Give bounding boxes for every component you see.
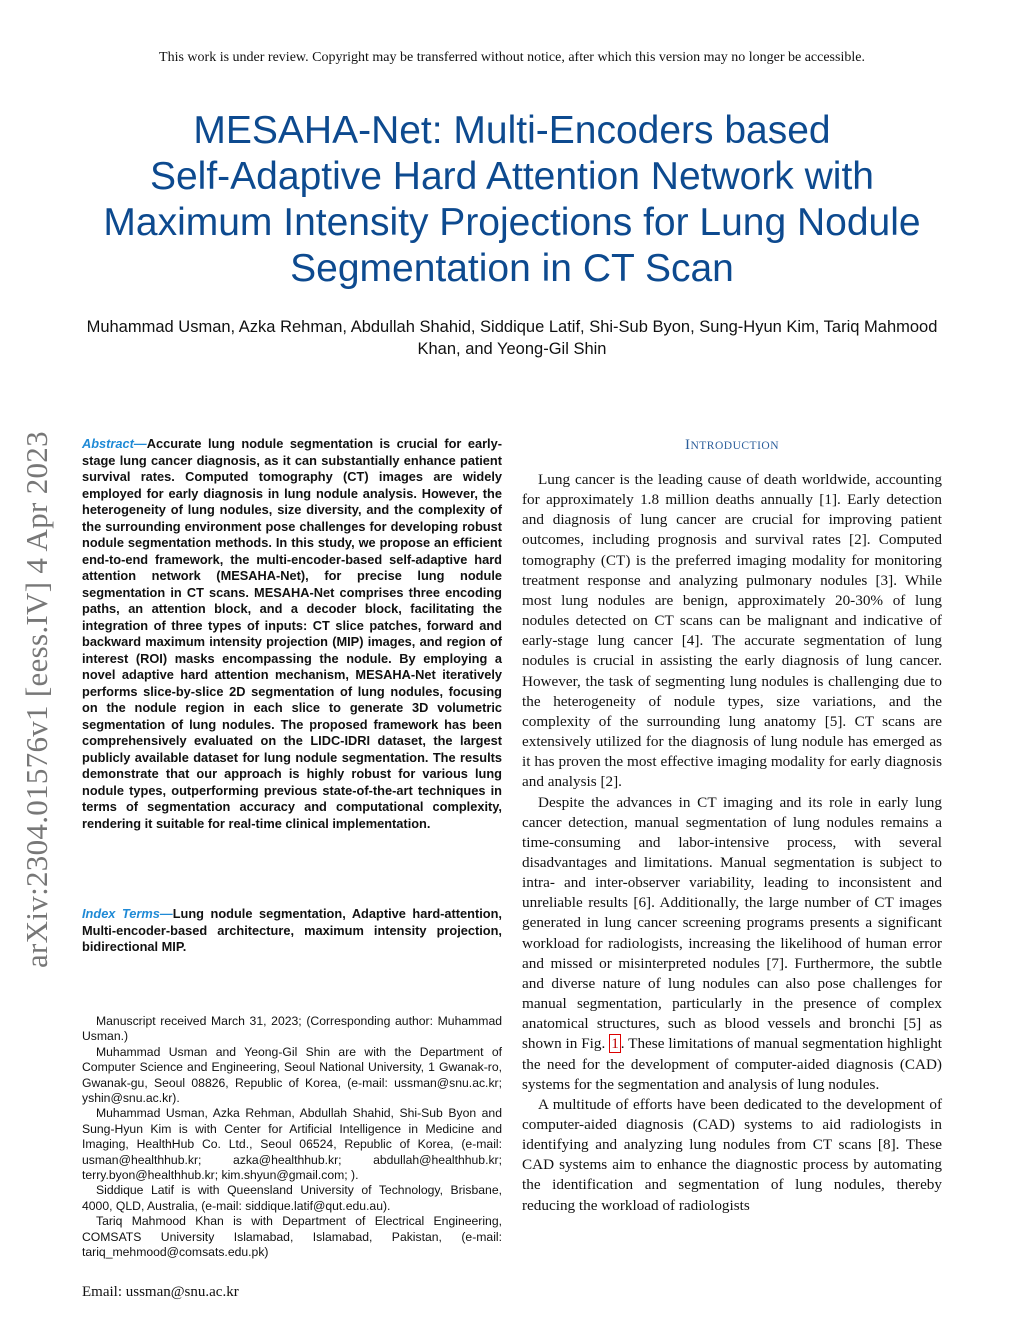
arxiv-stamp: arXiv:2304.01576v1 [eess.IV] 4 Apr 2023 <box>19 431 54 968</box>
heading-rest: NTRODUCTION <box>690 440 780 452</box>
index-terms <box>82 906 502 956</box>
paragraph-text: . These limitations of manual segmentation highlight the need for the development of computer-aided diagnosis (CAD) systems for the segmentation and analysis of lung nodules. <box>522 1035 943 1093</box>
title-line: Maximum Intensity Projections for Lung Nodule <box>103 201 921 244</box>
title-line: MESAHA-Net: Multi-Encoders based <box>193 109 831 152</box>
heading-initial: I <box>684 437 691 453</box>
review-notice: This work is under review. Copyright may be transferred without notice, after which this version may no longer be accessible. <box>159 50 865 65</box>
paper-title <box>60 108 964 292</box>
abstract <box>82 436 502 832</box>
index-terms-label: Index Terms— <box>82 906 173 921</box>
footnotes <box>82 1014 502 1261</box>
footnote: Siddique Latif is with Queensland University of Technology, Brisbane, 4000, QLD, Australia, (e-mail: siddique.latif@qut.edu.au). <box>82 1183 502 1213</box>
author-list: Muhammad Usman, Azka Rehman, Abdullah Shahid, Siddique Latif, Shi-Sub Byon, Sung-Hyun Kim, Tariq Mahmood Khan, and Yeong-Gil Shin <box>86 318 938 358</box>
abstract-label: Abstract— <box>82 436 147 451</box>
footnote: Muhammad Usman, Azka Rehman, Abdullah Shahid, Shi-Sub Byon and Sung-Hyun Kim is with Center for Artificial Intelligence in Medicine and Imaging, HealthHub Co. Ltd., Seoul 06524, Republic of Korea, (e-mail: usman@healthhub.kr; azka@healthhub.kr; abdullah@healthhub.kr; terry.byon@healthhub.kr; kim.shyun@gmail.com; ). <box>82 1106 502 1183</box>
paragraph: A multitude of efforts have been dedicated to the development of computer-aided diagnosis (CAD) systems to aid radiologists in identifying and analyzing lung nodules from CT scans [8]. These CAD systems aim to enhance the diagnostic process by automating the identification and segmentation of lung nodules, thereby reducing the workload of radiologists <box>522 1095 942 1214</box>
footnote: Muhammad Usman and Yeong-Gil Shin are with the Department of Computer Science and Engineering, Seoul National University, 1 Gwanak-ro, Gwanak-gu, Seoul 08826, Republic of Korea, (e-mail: ussman@snu.ac.kr; yshin@snu.ac.kr). <box>82 1044 502 1106</box>
figure-reference-link[interactable]: 1 <box>611 1035 619 1053</box>
paragraph-text: Despite the advances in CT imaging and its role in early lung cancer detection, manual segmentation of lung nodules remains a time-consuming and labor-intensive process, with several disadvantages and limitations. Manual segmentation is subject to intra- and inter-observer variability, leading to inconsistent and unreliable results [6]. Additionally, the large number of CT images generated in lung cancer screening programs presents a significant workload for radiologists, increasing the likelihood of human error and missed or misinterpreted nodules [7]. Furthermore, the subtle and diverse nature of lung nodules can also pose challenges for manual segmentation, particularly in the presence of complex anatomical structures, such as blood vessels and bronchi [5] as shown in Fig. <box>522 793 942 1053</box>
footnote: Manuscript received March 31, 2023; (Corresponding author: Muhammad Usman.) <box>82 1014 502 1044</box>
introduction-body <box>522 470 942 1216</box>
footnote: Tariq Mahmood Khan is with Department of Electrical Engineering, COMSATS University Islamabad, Islamabad, Pakistan, (e-mail: tariq_mehmood@comsats.edu.pk) <box>82 1214 502 1260</box>
paragraph: Lung cancer is the leading cause of death worldwide, accounting for approximately 1.8 million deaths annually [1]. Early detection and diagnosis of lung cancer are crucial for improving patient outcomes, including prognosis and survival rates [2]. Computed tomography (CT) is the preferred imaging modality for monitoring treatment response and analyzing pulmonary nodules [3]. While most lung nodules are benign, approximately 20-30% of lung nodules detected on CT scans can be malignant and indicative of early-stage lung cancer [4]. The accurate segmentation of lung nodules is crucial in assisting the early diagnosis of lung cancer. However, the task of segmenting lung nodules is challenging due to the heterogeneity of nodule types, size variations, and the complexity of the surrounding lung anatomy [5]. CT scans are extensively utilized for the diagnosis of lung nodule has emerged as it has proven the most effective imaging modality for early diagnosis and analysis [2]. <box>522 471 942 791</box>
paragraph <box>522 793 942 1095</box>
title-line: Self-Adaptive Hard Attention Network with <box>149 155 874 198</box>
corresponding-email: Email: ussman@snu.ac.kr <box>82 1284 239 1300</box>
abstract-text: Accurate lung nodule segmentation is crucial for early-stage lung cancer diagnosis, as it can substantially enhance patient survival rates. Computed tomography (CT) images are widely employed for early diagnosis in lung nodule analysis. However, the heterogeneity of lung nodules, size diversity, and the complexity of the surrounding environment pose challenges for developing robust nodule segmentation methods. In this study, we propose an efficient end-to-end framework, the multi-encoder-based self-adaptive hard attention network (MESAHA-Net), for precise lung nodule segmentation in CT scans. MESAHA-Net comprises three encoding paths, an attention block, and a decoder block, facilitating the integration of three types of inputs: CT slice patches, forward and backward maximum intensity projection (MIP) images, and region of interest (ROI) masks encompassing the nodule. By employing a novel adaptive hard attention mechanism, MESAHA-Net iteratively performs slice-by-slice 2D segmentation of lung nodules, focusing on the nodule region in each slice to generate 3D volumetric segmentation of lung nodules. The proposed framework has been comprehensively evaluated on the LIDC-IDRI dataset, the largest publicly available dataset for lung nodule segmentation. The results demonstrate that our approach is highly robust for various lung nodule types, outperforming previous state-of-the-art techniques in terms of segmentation accuracy and computational complexity, rendering it suitable for real-time clinical implementation. <box>82 436 502 831</box>
index-terms-text: Lung nodule segmentation, Adaptive hard-attention, Multi-encoder-based architecture, maximum intensity projection, bidirectional MIP. <box>82 906 502 954</box>
section-heading-introduction <box>522 437 942 454</box>
title-line: Segmentation in CT Scan <box>290 247 734 290</box>
